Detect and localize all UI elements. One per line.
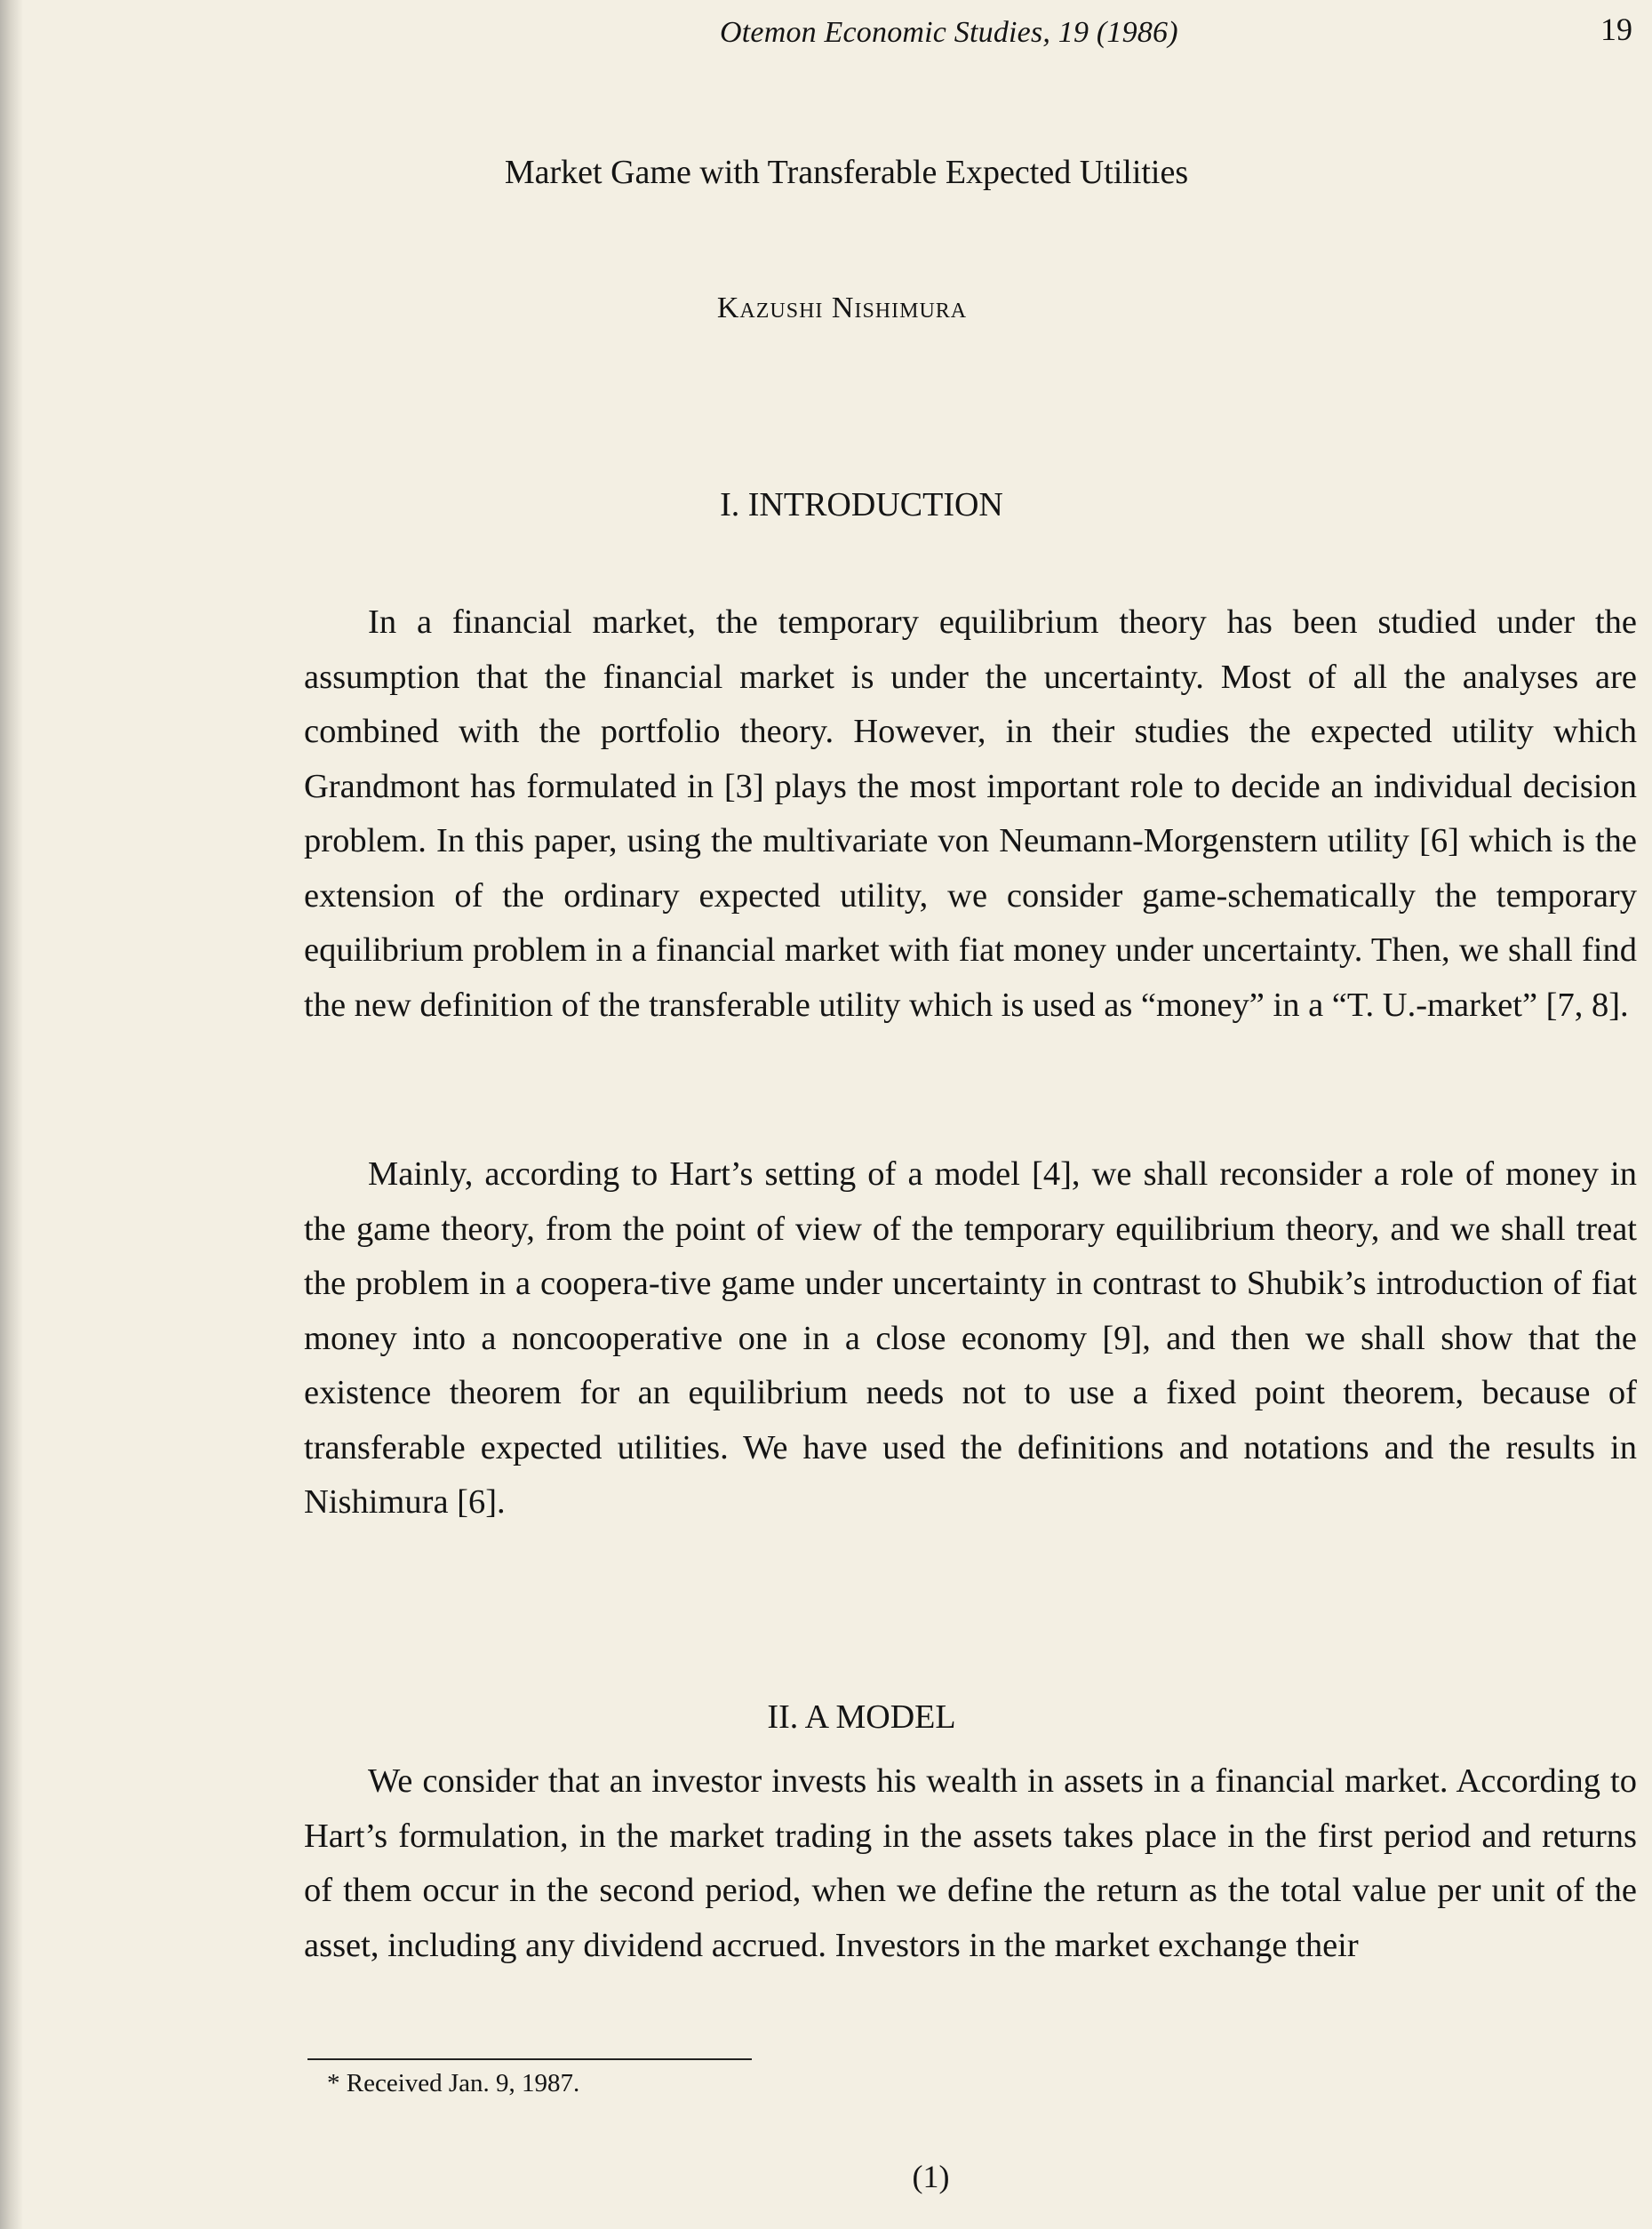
- page-number: 19: [1600, 12, 1632, 47]
- footnote-rule: [307, 2058, 752, 2060]
- paragraph: In a financial market, the temporary equilibrium theory has been studied under the assumption that the financial market is under the uncertainty. Most of all the analyses are combined with the portfolio theory. However, in their studies the expected utility which Grandmont has formulated in [3] plays the most important role to decide an individual decision problem. In this paper, using the multivariate von Neumann-Morgenstern utility [6] which is the extension of the ordinary expected utility, we consider game-schematically the temporary equilibrium problem in a financial market with fiat money under uncertainty. Then, we shall find the new definition of the transferable utility which is used as “money” in a “T. U.-market” [7, 8].: [304, 603, 1637, 1024]
- article-author: Kazushi Nishimura: [716, 292, 968, 324]
- footnote: * Received Jan. 9, 1987.: [327, 2069, 580, 2097]
- paragraph: Mainly, according to Hart’s setting of a model [4], we shall reconsider a role of money in the game theory, from the point of view of the temporary equilibrium theory, and we shall treat the problem in a coopera-tive game under uncertainty in contrast to Shubik’s introduction of fiat money into a noncooperative one in a close economy [9], and then we shall show that the existence theorem for an equilibrium needs not to use a fixed point theorem, because of transferable expected utilities. We have used the definitions and notations and the results in Nishimura [6].: [304, 1155, 1637, 1521]
- running-head: Otemon Economic Studies, 19 (1986): [720, 16, 1178, 49]
- page-folio: (1): [912, 2159, 950, 2194]
- binding-shadow: [0, 0, 23, 2229]
- paragraph: We consider that an investor invests his wealth in assets in a financial market. According to Hart’s formulation, in the market trading in the assets takes place in the first period and returns of them occur in the second period, when we define the return as the total value per unit of the asset, including any dividend accrued. Investors in the market exchange their: [304, 1762, 1637, 1964]
- article-title: Market Game with Transferable Expected Utilities: [504, 154, 1189, 191]
- section-heading-introduction: I. INTRODUCTION: [720, 486, 1003, 523]
- section-heading-model: II. A MODEL: [767, 1698, 956, 1736]
